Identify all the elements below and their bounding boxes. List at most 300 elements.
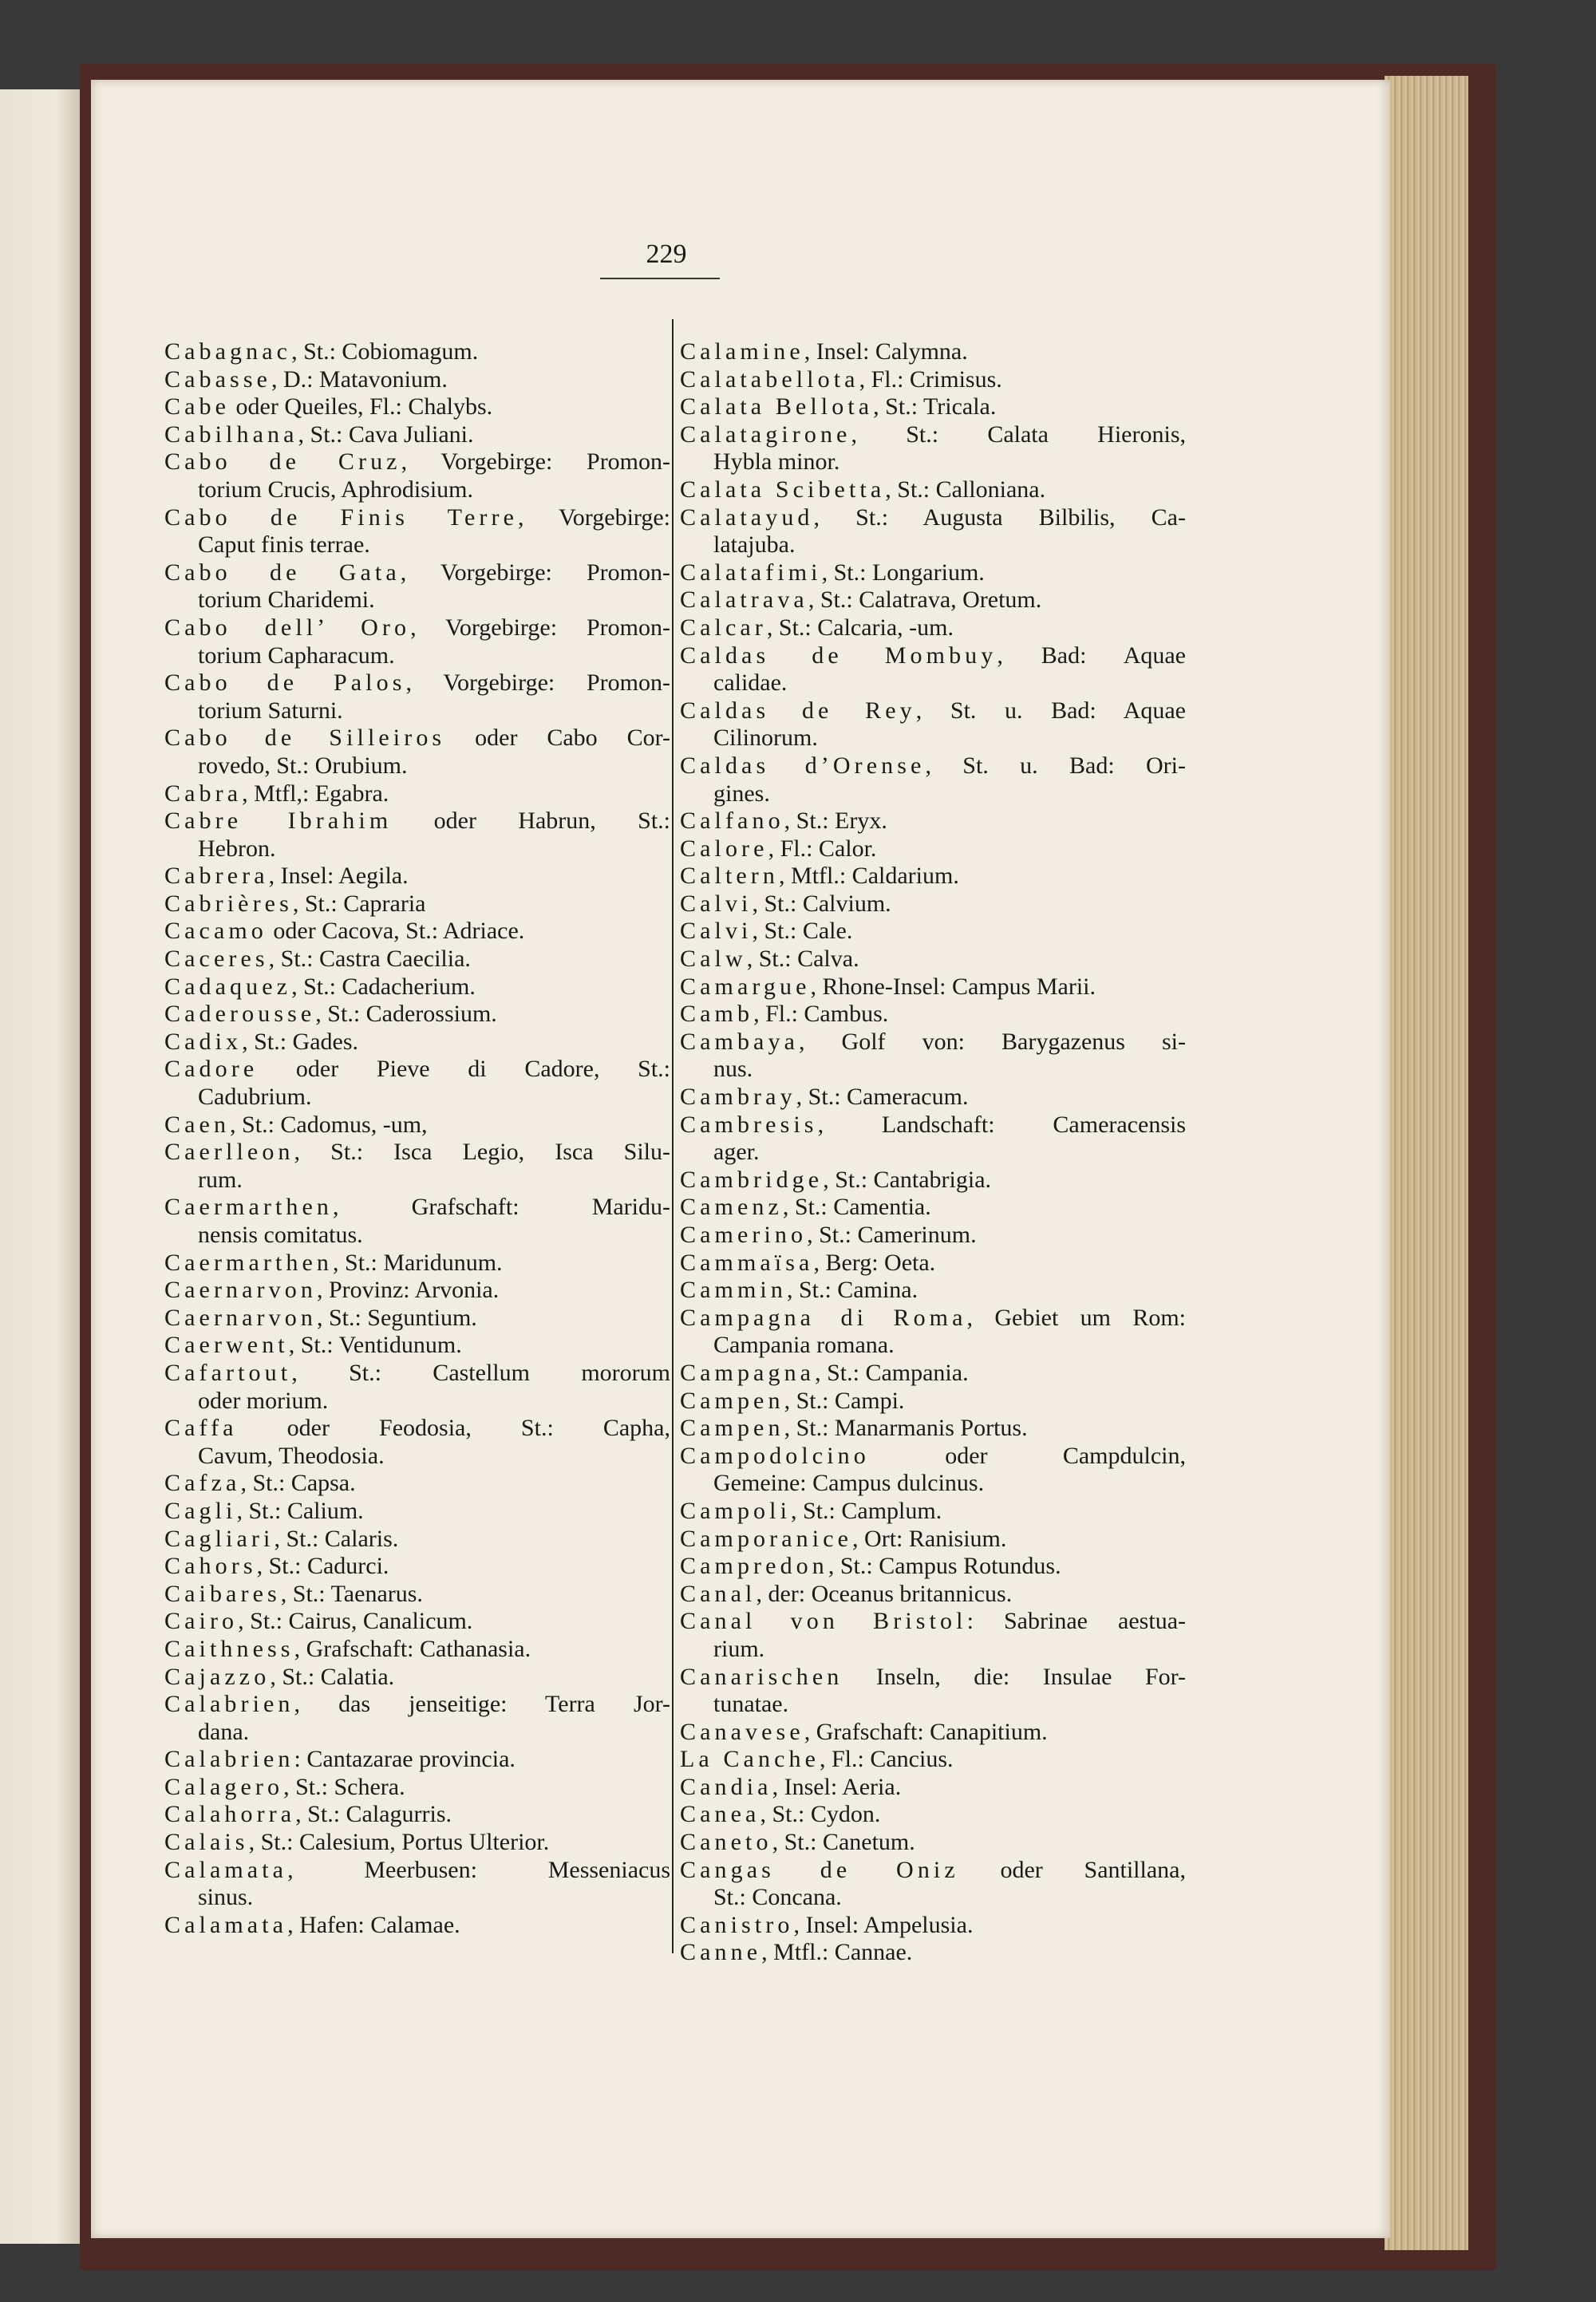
- entry-first-line: [164, 1112, 670, 1139]
- entry-continuation-line: [680, 1470, 1186, 1498]
- entry-text: , St.: Maridunum.: [333, 1249, 503, 1276]
- dictionary-entry: [164, 366, 670, 394]
- entry-text: , Mtfl.: Cannae.: [761, 1939, 913, 1966]
- entry-continuation-line: [680, 531, 1186, 559]
- entry-headword: Cabo de Gata: [164, 559, 401, 586]
- entry-text: , St.: Calium.: [236, 1497, 364, 1524]
- entry-headword: La Canche: [680, 1746, 820, 1773]
- entry-first-line: [680, 697, 1186, 725]
- entry-continuation-line: [164, 531, 670, 559]
- entry-first-line: [164, 1636, 670, 1664]
- entry-text: , St.: Cobiomagum.: [291, 338, 479, 365]
- entry-headword: Cabilhana: [164, 421, 298, 448]
- dictionary-entry: [680, 1664, 1186, 1719]
- entry-headword: Cahors: [164, 1553, 257, 1580]
- dictionary-entry: [164, 614, 670, 669]
- dictionary-entry: [680, 1581, 1186, 1609]
- entry-headword: Caernarvon: [164, 1304, 317, 1331]
- dictionary-entry: [164, 1581, 670, 1609]
- entry-headword: Cabo de Palos: [164, 669, 406, 697]
- entry-text: , St.: Capsa.: [240, 1470, 356, 1497]
- entry-headword: Calatafimi: [680, 559, 822, 586]
- entry-first-line: [680, 1608, 1186, 1636]
- entry-text: rum.: [198, 1166, 243, 1193]
- dictionary-entry: [680, 1608, 1186, 1663]
- dictionary-entry: [680, 642, 1186, 697]
- entry-text: , Grafschaft: Cathanasia.: [294, 1635, 531, 1662]
- dictionary-entry: [680, 1498, 1186, 1526]
- dictionary-entry: [164, 1553, 670, 1581]
- entry-headword: Campoli: [680, 1497, 792, 1524]
- entry-headword: Caneto: [680, 1829, 772, 1856]
- entry-headword: Cabo de Silleiros: [164, 725, 446, 752]
- entry-continuation-line: [680, 1056, 1186, 1084]
- entry-first-line: [680, 1801, 1186, 1829]
- entry-continuation-line: [680, 1884, 1186, 1912]
- entry-first-line: [164, 421, 670, 449]
- dictionary-entry: [680, 476, 1186, 504]
- entry-headword: Cadore: [164, 1056, 259, 1083]
- entry-headword: Canne: [680, 1939, 762, 1966]
- entry-text: , Insel: Calymna.: [804, 338, 968, 365]
- entry-text: nensis comitatus.: [198, 1222, 363, 1248]
- entry-text: rium.: [713, 1635, 765, 1662]
- entry-text: , St.: Calaris.: [274, 1525, 399, 1552]
- dictionary-entry: [164, 448, 670, 503]
- entry-first-line: [164, 863, 670, 890]
- dictionary-entry: [164, 1470, 670, 1498]
- entry-headword: Camargue: [680, 973, 811, 1000]
- entry-headword: Calais: [164, 1829, 249, 1856]
- entry-text: oder Cabo Cor-: [445, 725, 670, 752]
- entry-text: , Insel: Ampelusia.: [793, 1911, 974, 1938]
- entry-continuation-line: [164, 1719, 670, 1747]
- entry-text: latajuba.: [713, 531, 796, 559]
- entry-first-line: [680, 1664, 1186, 1692]
- entry-headword: Camporanice: [680, 1525, 853, 1552]
- entry-headword: Caermarthen: [164, 1249, 334, 1276]
- entry-headword: Cabra: [164, 780, 243, 807]
- dictionary-entry: [164, 863, 670, 890]
- dictionary-entry: [164, 559, 670, 614]
- entry-text: oder Feodosia, St.: Capha,: [237, 1415, 670, 1442]
- dictionary-entry: [164, 504, 670, 559]
- entry-headword: Cairo: [164, 1608, 239, 1635]
- dictionary-entry: [164, 1664, 670, 1692]
- entry-text: , St.: Canetum.: [772, 1829, 915, 1856]
- left-column: [164, 338, 670, 1939]
- entry-first-line: [164, 780, 670, 808]
- entry-first-line: [680, 393, 1186, 421]
- entry-headword: Cangas de Oniz: [680, 1856, 959, 1883]
- dictionary-entry: [680, 1388, 1186, 1416]
- dictionary-entry: [164, 1029, 670, 1056]
- dictionary-entry: [164, 890, 670, 918]
- entry-headword: Campagna: [680, 1359, 816, 1386]
- dictionary-entry: [680, 559, 1186, 587]
- entry-text: Inseln, die: Insulae For-: [843, 1663, 1186, 1690]
- entry-text: , St.: Calva.: [746, 946, 859, 973]
- entry-text: , St.: Cantabrigia.: [823, 1166, 992, 1193]
- entry-headword: Campodolcino: [680, 1442, 870, 1469]
- dictionary-entry: [680, 1912, 1186, 1940]
- entry-headword: Cagliari: [164, 1525, 275, 1552]
- entry-headword: Caerwent: [164, 1332, 289, 1359]
- entry-headword: Cabasse: [164, 365, 272, 393]
- entry-first-line: [680, 1746, 1186, 1774]
- dictionary-entry: [680, 807, 1186, 835]
- entry-first-line: [680, 1526, 1186, 1554]
- entry-continuation-line: [680, 1691, 1186, 1719]
- entry-first-line: [680, 1443, 1186, 1471]
- entry-text: , Hafen: Calamae.: [287, 1911, 460, 1938]
- entry-continuation-line: [164, 586, 670, 614]
- entry-text: , St.: Cadomus, -um,: [230, 1111, 428, 1138]
- dictionary-entry: [164, 1277, 670, 1305]
- entry-headword: Caibares: [164, 1580, 281, 1607]
- dictionary-entry: [164, 1250, 670, 1277]
- entry-text: , St.: Calcaria, -um.: [766, 614, 954, 641]
- entry-headword: Canavese: [680, 1718, 804, 1745]
- entry-first-line: [680, 338, 1186, 366]
- entry-first-line: [680, 835, 1186, 863]
- entry-continuation-line: [164, 752, 670, 780]
- dictionary-entry: [680, 393, 1186, 421]
- dictionary-entry: [680, 1084, 1186, 1112]
- entry-headword: Campen: [680, 1387, 784, 1414]
- entry-first-line: [164, 1029, 670, 1056]
- entry-first-line: [680, 1719, 1186, 1747]
- entry-text: , D.: Matavonium.: [271, 365, 448, 393]
- entry-text: oder Santillana,: [958, 1856, 1186, 1883]
- entry-first-line: [164, 1553, 670, 1581]
- entry-text: , St.: Campania.: [815, 1359, 969, 1386]
- dictionary-entry: [680, 946, 1186, 973]
- entry-headword: Calatayud: [680, 503, 814, 531]
- entry-first-line: [680, 918, 1186, 946]
- entry-first-line: [680, 946, 1186, 973]
- entry-first-line: [164, 1608, 670, 1636]
- entry-text: , Fl.: Cambus.: [753, 1001, 889, 1028]
- dictionary-entry: [680, 421, 1186, 476]
- entry-text: Hybla minor.: [713, 448, 840, 476]
- entry-continuation-line: [680, 725, 1186, 752]
- entry-first-line: [680, 752, 1186, 780]
- entry-first-line: [680, 504, 1186, 532]
- dictionary-entry: [164, 1112, 670, 1139]
- entry-text: tunatae.: [713, 1691, 789, 1718]
- entry-text: , St.: Camentia.: [782, 1194, 931, 1221]
- entry-first-line: [680, 1029, 1186, 1056]
- dictionary-entry: [164, 669, 670, 725]
- dictionary-entry: [680, 1415, 1186, 1443]
- entry-text: Campania romana.: [713, 1332, 895, 1359]
- dictionary-entry: [164, 1360, 670, 1415]
- entry-text: , St.: Seguntium.: [316, 1304, 477, 1331]
- entry-text: , das jenseitige: Terra Jor-: [294, 1691, 670, 1718]
- entry-text: , Fl.: Calor.: [768, 835, 877, 862]
- entry-headword: Cabo de Finis Terre: [164, 503, 518, 531]
- entry-first-line: [164, 725, 670, 752]
- entry-headword: Calahorra: [164, 1801, 296, 1828]
- entry-text: Cadubrium.: [198, 1084, 312, 1111]
- entry-first-line: [164, 1277, 670, 1305]
- entry-first-line: [680, 586, 1186, 614]
- entry-continuation-line: [680, 1139, 1186, 1167]
- dictionary-entry: [680, 1222, 1186, 1250]
- entry-headword: Caffa: [164, 1415, 238, 1442]
- entry-continuation-line: [164, 1388, 670, 1416]
- entry-first-line: [680, 1084, 1186, 1112]
- entry-headword: Canistro: [680, 1911, 794, 1938]
- page-number: 229: [646, 239, 687, 269]
- entry-first-line: [164, 1056, 670, 1084]
- entry-headword: Caldas de Rey: [680, 697, 916, 724]
- entry-first-line: [680, 1194, 1186, 1222]
- entry-first-line: [680, 1912, 1186, 1940]
- entry-headword: Calvi: [680, 890, 753, 917]
- dictionary-entry: [164, 1857, 670, 1912]
- entry-headword: Caldas d’Orense: [680, 752, 926, 779]
- entry-text: , St.: Calesium, Portus Ulterior.: [248, 1829, 550, 1856]
- dictionary-entry: [164, 1498, 670, 1526]
- entry-first-line: [164, 1332, 670, 1360]
- entry-headword: Camb: [680, 1001, 754, 1028]
- entry-text: St.: Concana.: [713, 1884, 842, 1911]
- entry-text: , Bad: Aquae: [997, 642, 1186, 669]
- dictionary-entry: [680, 863, 1186, 890]
- entry-text: , Mtfl,: Egabra.: [242, 780, 389, 807]
- entry-text: , Insel: Aeria.: [772, 1773, 902, 1800]
- entry-text: , St.: Calvium.: [752, 890, 891, 917]
- entry-text: , St.: Gades.: [242, 1028, 358, 1055]
- entry-headword: Cafza: [164, 1470, 241, 1497]
- entry-continuation-line: [164, 1222, 670, 1250]
- entry-headword: Canea: [680, 1801, 760, 1828]
- dictionary-entry: [680, 614, 1186, 642]
- entry-text: , St.: Taenarus.: [280, 1580, 423, 1607]
- entry-text: , St.: Calagurris.: [295, 1801, 452, 1828]
- entry-text: oder Pieve di Cadore, St.:: [258, 1056, 670, 1083]
- entry-first-line: [680, 973, 1186, 1001]
- entry-first-line: [680, 807, 1186, 835]
- entry-text: , St.: Campus Rotundus.: [828, 1553, 1061, 1580]
- entry-text: , Golf von: Barygazenus si-: [799, 1028, 1186, 1055]
- entry-headword: Cammaïsa: [680, 1249, 814, 1276]
- entry-first-line: [164, 946, 670, 973]
- dictionary-entry: [164, 918, 670, 946]
- entry-first-line: [680, 1857, 1186, 1885]
- entry-first-line: [164, 1857, 670, 1885]
- entry-text: , St.: Calata Hieronis,: [851, 421, 1186, 448]
- entry-headword: Canal von Bristol: [680, 1608, 967, 1635]
- dictionary-entry: [164, 1056, 670, 1111]
- entry-first-line: [164, 1801, 670, 1829]
- entry-text: , Vorgebirge: Promon-: [405, 669, 670, 697]
- entry-first-line: [680, 1112, 1186, 1139]
- dictionary-entry: [680, 1553, 1186, 1581]
- entry-headword: Cabo dell’ Oro: [164, 614, 411, 641]
- entry-headword: Caerlleon: [164, 1139, 294, 1166]
- right-column: [680, 338, 1186, 1967]
- entry-first-line: [164, 1360, 670, 1388]
- entry-text: , Provinz: Arvonia.: [316, 1277, 500, 1304]
- entry-headword: Caceres: [164, 946, 269, 973]
- entry-text: , Vorgebirge: Promon-: [401, 448, 670, 476]
- entry-first-line: [680, 1305, 1186, 1333]
- entry-text: , St.: Cairus, Canalicum.: [238, 1608, 473, 1635]
- entry-text: , St.: Calloniana.: [885, 476, 1046, 503]
- entry-text: , Rhone-Insel: Campus Marii.: [810, 973, 1096, 1000]
- entry-headword: Calabrien: [164, 1691, 294, 1718]
- entry-first-line: [680, 1360, 1186, 1388]
- entry-text: , St.: Castra Caecilia.: [268, 946, 471, 973]
- entry-headword: Cajazzo: [164, 1663, 271, 1690]
- entry-text: , St.: Manarmanis Portus.: [784, 1415, 1028, 1442]
- entry-first-line: [680, 1250, 1186, 1277]
- entry-text: , St.: Ventidunum.: [288, 1332, 462, 1359]
- dictionary-entry: [680, 752, 1186, 807]
- dictionary-entry: [164, 338, 670, 366]
- entry-text: , Ort: Ranisium.: [852, 1525, 1007, 1552]
- entry-text: , St.: Caderossium.: [315, 1001, 497, 1028]
- dictionary-entry: [164, 1829, 670, 1857]
- entry-text: , St.: Eryx.: [784, 807, 887, 835]
- entry-headword: Cadaquez: [164, 973, 292, 1000]
- entry-headword: Calamata: [164, 1856, 288, 1883]
- entry-continuation-line: [680, 1636, 1186, 1664]
- entry-text: , St. u. Bad: Ori-: [925, 752, 1186, 779]
- entry-text: , St.: Camplum.: [791, 1497, 942, 1524]
- entry-text: , St.: Cadurci.: [256, 1553, 389, 1580]
- entry-first-line: [164, 1305, 670, 1333]
- dictionary-entry: [164, 1636, 670, 1664]
- entry-first-line: [164, 1498, 670, 1526]
- entry-headword: Candia: [680, 1773, 772, 1800]
- page-number-rule: [600, 278, 720, 279]
- entry-first-line: [164, 504, 670, 532]
- entry-first-line: [680, 1001, 1186, 1029]
- entry-headword: Cabrera: [164, 863, 269, 890]
- entry-text: dana.: [198, 1718, 250, 1745]
- entry-text: , St.: Longarium.: [821, 559, 985, 586]
- entry-text: , St.: Cydon.: [760, 1801, 881, 1828]
- entry-text: , St.: Camerinum.: [807, 1222, 977, 1248]
- entry-headword: Cabre Ibrahim: [164, 807, 393, 835]
- entry-headword: Cambray: [680, 1084, 796, 1111]
- entry-continuation-line: [164, 1167, 670, 1194]
- entry-headword: Calore: [680, 835, 768, 862]
- entry-first-line: [164, 393, 670, 421]
- entry-headword: Cabo de Cruz: [164, 448, 401, 476]
- entry-headword: Calatabellota: [680, 365, 859, 393]
- entry-first-line: [680, 1388, 1186, 1416]
- entry-first-line: [164, 448, 670, 476]
- entry-text: , Mtfl.: Caldarium.: [779, 863, 959, 890]
- dictionary-entry: [164, 1139, 670, 1194]
- entry-text: , Fl.: Crimisus.: [859, 365, 1002, 393]
- entry-headword: Cabrières: [164, 890, 293, 917]
- dictionary-entry: [680, 1194, 1186, 1222]
- entry-headword: Camenz: [680, 1194, 783, 1221]
- entry-first-line: [680, 863, 1186, 890]
- entry-text: , St.: Cava Juliani.: [298, 421, 474, 448]
- entry-headword: Cammin: [680, 1277, 787, 1304]
- entry-first-line: [680, 642, 1186, 670]
- entry-first-line: [164, 669, 670, 697]
- dictionary-entry: [680, 1167, 1186, 1194]
- entry-first-line: [164, 1470, 670, 1498]
- entry-headword: Caernarvon: [164, 1277, 317, 1304]
- entry-first-line: [164, 890, 670, 918]
- entry-text: , St.: Capraria: [292, 890, 426, 917]
- entry-headword: Calata Bellota: [680, 393, 874, 421]
- entry-text: torium Crucis, Aphrodisium.: [198, 476, 473, 503]
- entry-first-line: [164, 1581, 670, 1609]
- entry-first-line: [164, 807, 670, 835]
- entry-text: , St.: Tricala.: [873, 393, 997, 421]
- entry-first-line: [164, 559, 670, 587]
- dictionary-entry: [680, 1112, 1186, 1167]
- entry-text: gines.: [713, 780, 770, 807]
- dictionary-entry: [164, 1194, 670, 1249]
- entry-headword: Canal: [680, 1580, 757, 1607]
- entry-first-line: [680, 559, 1186, 587]
- entry-first-line: [164, 1691, 670, 1719]
- entry-text: nus.: [713, 1056, 753, 1083]
- dictionary-entry: [680, 918, 1186, 946]
- dictionary-entry: [680, 1029, 1186, 1084]
- dictionary-entry: [680, 835, 1186, 863]
- entry-text: , Berg: Oeta.: [813, 1249, 936, 1276]
- dictionary-entry: [164, 1001, 670, 1029]
- entry-headword: Cambaya: [680, 1028, 799, 1055]
- entry-text: , Landschaft: Cameracensis: [817, 1111, 1186, 1138]
- entry-text: , der: Oceanus britannicus.: [756, 1580, 1013, 1607]
- entry-first-line: [164, 1250, 670, 1277]
- dictionary-entry: [164, 421, 670, 449]
- entry-headword: Calatrava: [680, 586, 808, 614]
- facing-page-edge: [0, 89, 80, 2244]
- entry-first-line: [164, 338, 670, 366]
- entry-continuation-line: [680, 669, 1186, 697]
- entry-text: Hebron.: [198, 835, 276, 862]
- entry-continuation-line: [164, 1084, 670, 1112]
- entry-text: , Insel: Aegila.: [268, 863, 409, 890]
- entry-text: , St.: Campi.: [784, 1387, 905, 1414]
- entry-first-line: [164, 1526, 670, 1554]
- entry-text: , St.: Cameracum.: [796, 1084, 969, 1111]
- entry-text: , St.: Castellum mororum: [291, 1359, 670, 1386]
- dictionary-entry: [680, 1939, 1186, 1967]
- entry-headword: Caldas de Mombuy: [680, 642, 998, 669]
- entry-headword: Calamata: [164, 1911, 288, 1938]
- entry-headword: Calvi: [680, 918, 753, 945]
- entry-headword: Cambridge: [680, 1166, 824, 1193]
- entry-first-line: [164, 1194, 670, 1222]
- entry-text: , St.: Cadacherium.: [291, 973, 476, 1000]
- dictionary-entry: [164, 393, 670, 421]
- dictionary-entry: [164, 1415, 670, 1470]
- entry-continuation-line: [680, 448, 1186, 476]
- dictionary-entry: [680, 1829, 1186, 1857]
- entry-headword: Caderousse: [164, 1001, 316, 1028]
- dictionary-entry: [164, 780, 670, 808]
- entry-headword: Campen: [680, 1415, 784, 1442]
- entry-first-line: [680, 1167, 1186, 1194]
- dictionary-entry: [680, 504, 1186, 559]
- entry-text: : Sabrinae aestua-: [966, 1608, 1186, 1635]
